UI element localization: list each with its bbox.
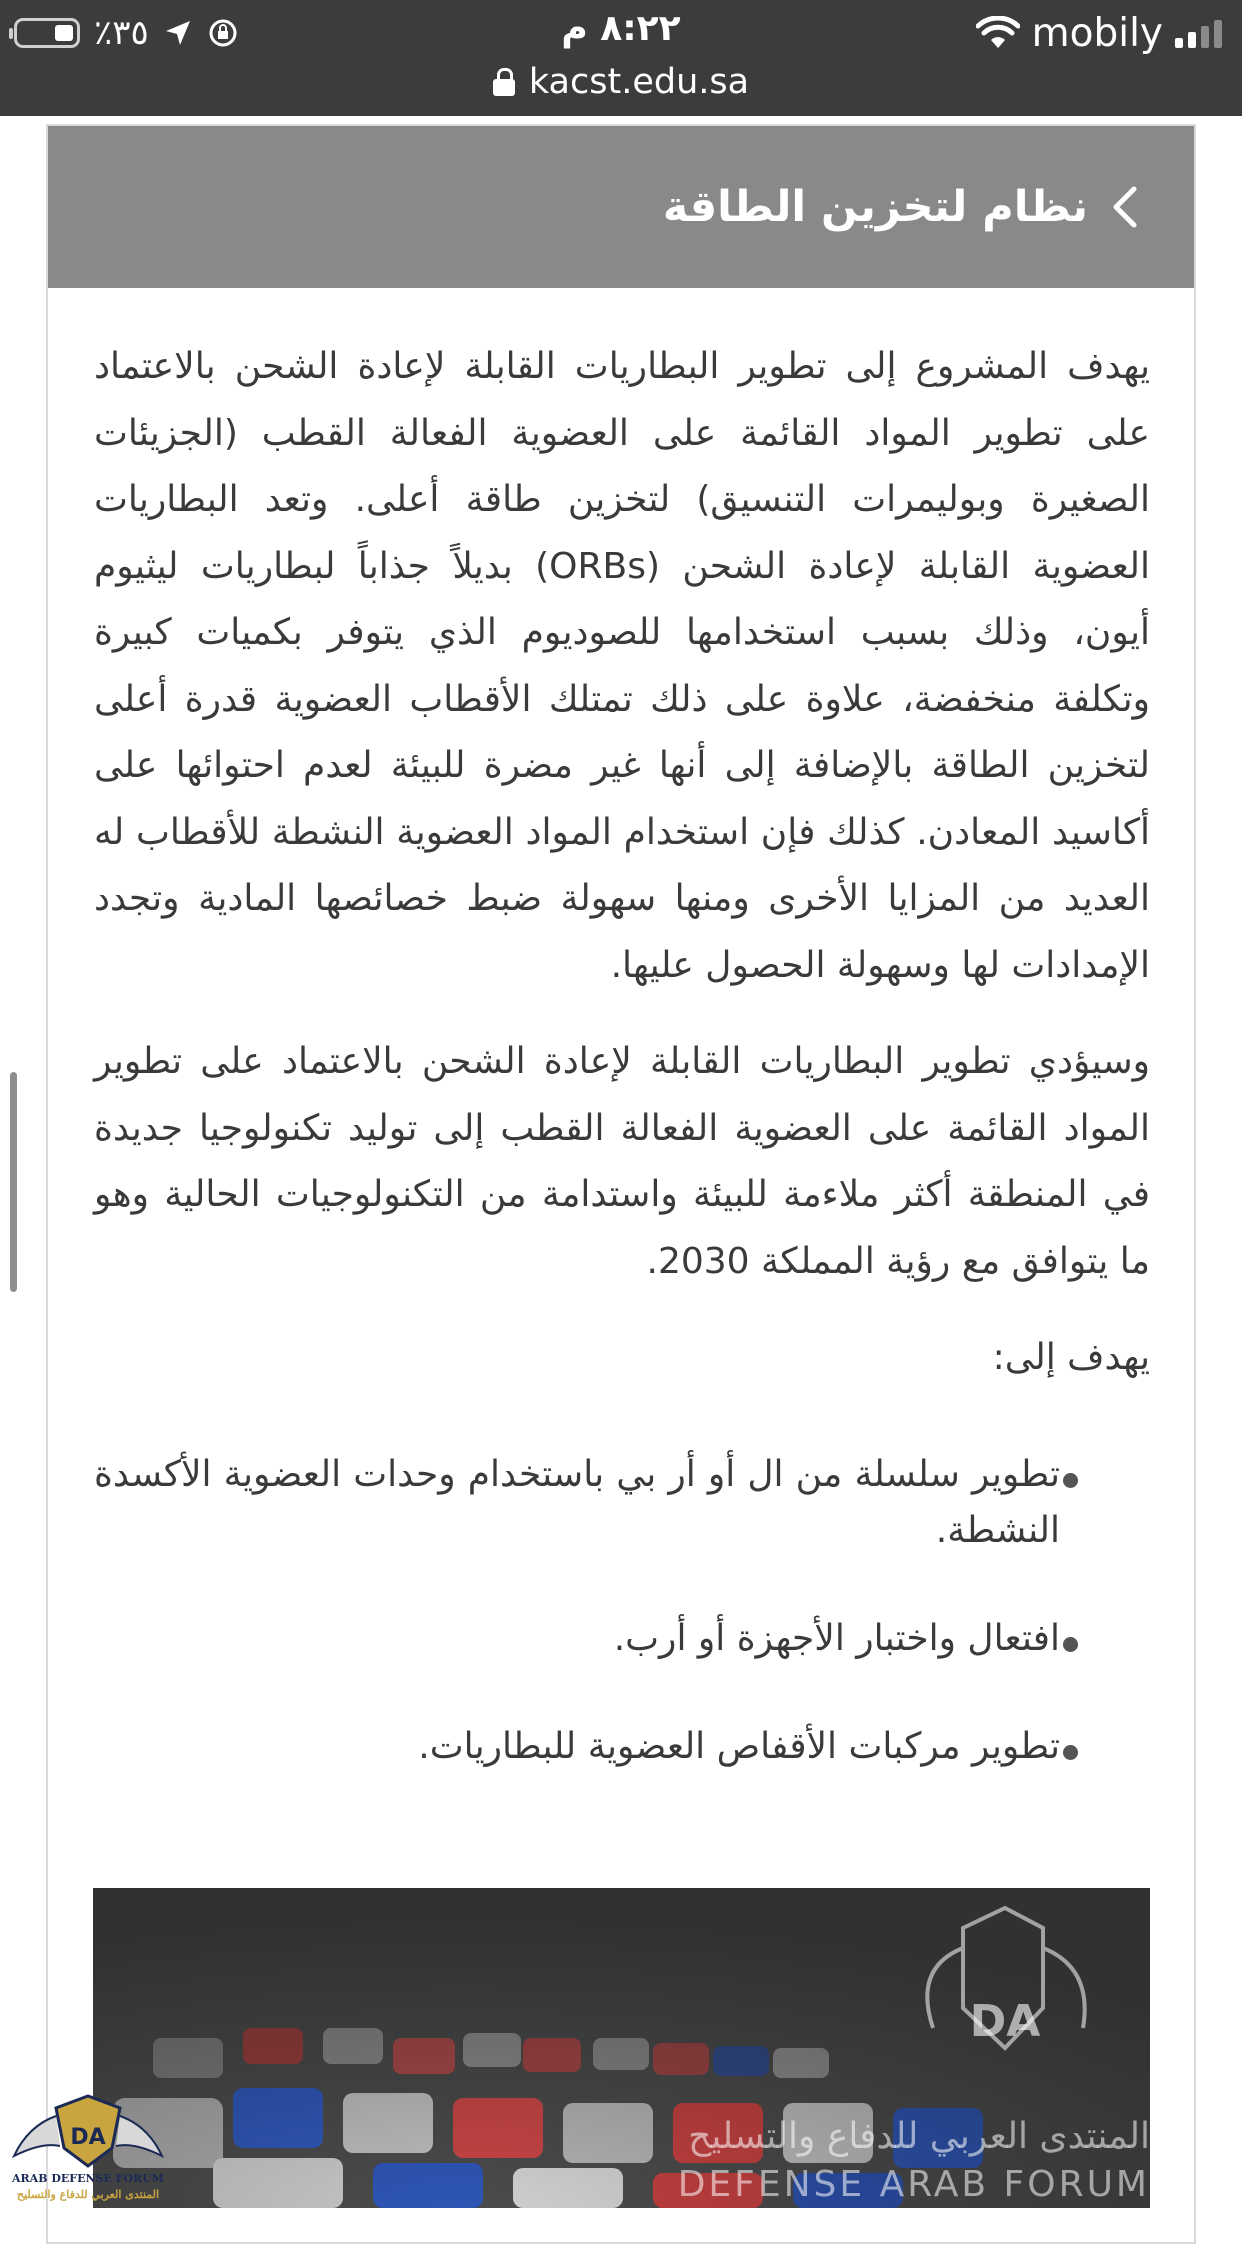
battery-percent: ٪٣٥ xyxy=(94,13,149,53)
corner-logo-arabic: المنتدى العربي للدفاع والتسليح xyxy=(16,2188,160,2201)
list-item xyxy=(94,1447,1150,1559)
page-header[interactable] xyxy=(48,126,1194,288)
paragraph-intro: يهدف المشروع إلى تطوير البطاريات القابلة لإعادة الشحن بالاعتماد على تطوير المواد القائمة على العضوية الفعالة القطب (الجزيئات الصغيرة وبوليمرات التنسيق) لتخزين طاقة أعلى. وتعد البطاريات العضوية القابلة لإعادة الشحن (ORBs) بديلاً جذاباً لبطاريات ليثيوم أيون، وذلك بسبب استخدامها للصوديوم الذي يتوفر بكميات كبيرة وتكلفة منخفضة، علاوة على ذلك تمتلك الأقطاب العضوية قدرة أعلى لتخزين الطاقة بالإضافة إلى أنها غير مضرة للبيئة لعدم احتوائها على أكاسيد المعادن. كذلك فإن استخدام المواد العضوية النشطة للأقطاب له العديد من المزايا الأخرى ومنها سهولة ضبط خصائصها المادية وتجدد الإمدادات لها وسهولة الحصول عليها. xyxy=(94,346,1150,986)
page-title: نظام لتخزين الطاقة xyxy=(662,182,1088,232)
bullet-icon xyxy=(1063,1473,1078,1488)
scrollbar[interactable] xyxy=(10,1072,17,1292)
corner-logo-english: ARAB DEFENSE FORUM xyxy=(12,2172,164,2185)
list-item xyxy=(94,1611,1150,1667)
wifi-icon xyxy=(976,16,1020,50)
watermark-arabic: المنتدى العربي للدفاع والتسليح xyxy=(688,2116,1150,2157)
bullet-icon xyxy=(1063,1745,1078,1760)
aims-label: يهدف إلى: xyxy=(992,1337,1150,1378)
corner-logo-text: DA xyxy=(70,2125,106,2150)
chevron-left-icon[interactable] xyxy=(1106,185,1142,229)
list-item xyxy=(94,1719,1150,1775)
watermark-english: DEFENSE ARAB FORUM xyxy=(677,2164,1150,2205)
bullet-icon xyxy=(1063,1637,1078,1652)
status-time: ٨:٢٢ م xyxy=(561,8,681,49)
battery-cells-photo xyxy=(93,1888,1150,2208)
article-body xyxy=(94,334,1150,1827)
goal-text: افتعال واختبار الأجهزة أو أرب. xyxy=(613,1618,1060,1659)
browser-top-bar xyxy=(0,0,1242,116)
goal-text: تطوير مركبات الأقفاص العضوية للبطاريات. xyxy=(418,1726,1060,1767)
goal-text: تطوير سلسلة من ال أو أر بي باستخدام وحدات العضوية الأكسدة النشطة. xyxy=(94,1454,1060,1551)
goals-list xyxy=(94,1447,1150,1775)
url-text[interactable]: kacst.edu.sa xyxy=(528,62,750,102)
carrier-name: mobily xyxy=(1031,10,1163,56)
signal-bars-icon xyxy=(1175,18,1222,48)
paragraph-vision: وسيؤدي تطوير البطاريات القابلة لإعادة الشحن بالاعتماد على تطوير المواد القائمة على العضوية الفعالة القطب إلى توليد تكنولوجيا جديدة في المنطقة أكثر ملاءمة للبيئة واستدامة من التكنولوجيات الحالية وهو ما يتوافق مع رؤية المملكة 2030. xyxy=(94,1041,1150,1282)
lock-icon xyxy=(493,68,515,96)
status-right-group xyxy=(976,8,1222,58)
address-bar[interactable] xyxy=(0,58,1242,106)
battery-cells-illustration xyxy=(93,1888,1150,2208)
watermark-logo-text: DA xyxy=(969,1996,1041,2047)
